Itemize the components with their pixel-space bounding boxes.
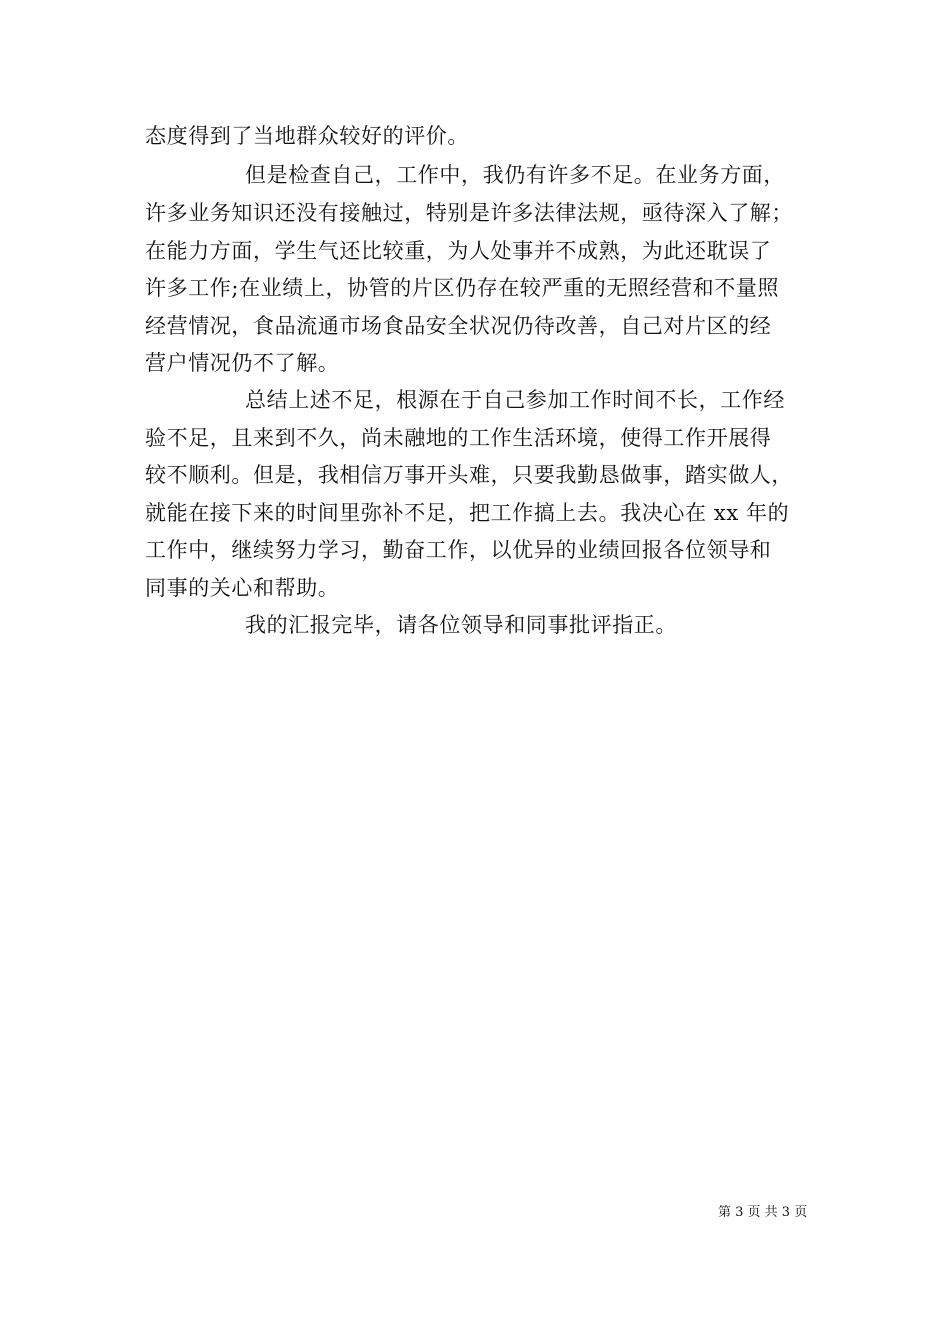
paragraph-line: 就能在接下来的时间里弥补不足，把工作搞上去。我决心在 xx 年的 <box>145 501 790 525</box>
paragraph-line: 验不足，且来到不久，尚未融地的工作生活环境，使得工作开展得 <box>145 426 772 450</box>
paragraph-line: 较不顺利。但是，我相信万事开头难，只要我勤恳做事，踏实做人， <box>145 463 793 487</box>
paragraph-line: 工作中，继续努力学习，勤奋工作，以优异的业绩回报各位领导和 <box>145 538 772 562</box>
page-number: 第 3 页 共 3 页 <box>718 1205 808 1220</box>
paragraph-line: 在能力方面，学生气还比较重，为人处事并不成熟，为此还耽误了 <box>145 239 772 263</box>
paragraph-line: 同事的关心和帮助。 <box>145 576 340 600</box>
paragraph-line: 营户情况仍不了解。 <box>145 351 340 375</box>
paragraph-line: 许多工作;在业绩上，协管的片区仍存在较严重的无照经营和不量照 <box>145 276 780 300</box>
paragraph-line: 许多业务知识还没有接触过，特别是许多法律法规，亟待深入了解； <box>145 201 793 225</box>
paragraph-line: 总结上述不足，根源在于自己参加工作时间不长，工作经 <box>245 388 785 412</box>
paragraph-line: 我的汇报完毕，请各位领导和同事批评指正。 <box>245 613 677 637</box>
paragraph-line: 但是检查自己，工作中，我仍有许多不足。在业务方面， <box>245 163 785 187</box>
paragraph-line: 态度得到了当地群众较好的评价。 <box>145 124 469 148</box>
paragraph-line: 经营情况，食品流通市场食品安全状况仍待改善，自己对片区的经 <box>145 314 772 338</box>
